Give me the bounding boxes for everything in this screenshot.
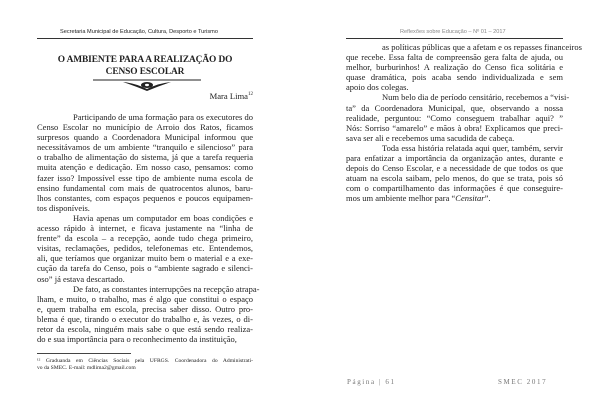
footnote-line: ¹² Graduanda em Ciências Sociais pela UFRGS. Coordenadora do Administrati- bbox=[37, 358, 253, 364]
text-line: Havia apenas um computador em boas condições e bbox=[73, 212, 253, 223]
footnote-ref: 12 bbox=[248, 92, 253, 98]
italic-term: Censitar bbox=[455, 193, 485, 204]
text-line: Nós: Sorriso “amarelo” e mãos à obra! Explicamos que preci- bbox=[346, 122, 563, 133]
running-header: Secretaria Municipal de Educação, Cultura, Desporto e Turismo bbox=[60, 29, 218, 35]
left-body-text bbox=[37, 112, 260, 345]
text-line: Toda essa história relatada aqui quer, também, servir bbox=[382, 142, 563, 153]
text-line: frente” da escola – a recepção, aonde tudo chega primeiro, bbox=[37, 233, 253, 244]
text-line: com o compartilhamento das informações é que conseguire- bbox=[346, 183, 563, 194]
running-header: Reflexões sobre Educação – Nº 01 – 2017 bbox=[400, 29, 506, 35]
text-line: apoio dos colegas. bbox=[346, 82, 409, 93]
text-line bbox=[346, 193, 563, 203]
text-line: ensino fundamental com mais de quatrocentos alunos, baru- bbox=[37, 182, 253, 193]
article-title bbox=[37, 54, 253, 78]
text-line: Censo Escolar no município de Arroio dos Ratos, ficamos bbox=[37, 122, 253, 133]
text-line: que recebe. Essa falta de compreensão gera falta de ajuda, ou bbox=[346, 52, 563, 63]
text-line: Num belo dia de período censitário, recebemos a “visi- bbox=[382, 92, 570, 103]
right-page bbox=[300, 0, 600, 402]
text-line: para enfatizar a importância da organização antes, durante e bbox=[346, 153, 563, 164]
text-line: oso” já estava descartado. bbox=[37, 273, 125, 284]
author bbox=[210, 91, 253, 101]
text-line: as políticas públicas que a afetam e os repasses financeiros bbox=[382, 42, 582, 52]
text-line: cução da tarefa do Censo, pois o “ambiente sagrado e silenci- bbox=[37, 263, 253, 274]
text-line: Participando de uma formação para os executores do bbox=[73, 112, 253, 122]
text-segment: ”. bbox=[484, 193, 491, 204]
header-rule bbox=[37, 38, 253, 39]
text-line: acesso rápido à internet, e ficava justamente na “linha de bbox=[37, 223, 253, 234]
text-line: lham, e muito, o trabalho, mas é algo que constitui o espaço bbox=[37, 293, 253, 304]
text-line: ta” da Coordenadora Municipal, que, observando a nossa bbox=[346, 102, 563, 113]
text-line: o trabalho de alimentação do sistema, já que a tarefa requeria bbox=[37, 152, 253, 163]
right-body-text bbox=[346, 42, 582, 204]
text-line: muita atenção e dedicação. Em nosso caso, pensamos: como bbox=[37, 162, 253, 173]
text-line: ali, que teríamos que organizar muito bem o material e a exe- bbox=[37, 253, 253, 264]
text-line: visitas, reclamações, pedidos, telefonemas etc. Entendemos, bbox=[37, 243, 253, 254]
text-segment: mos um ambiente melhor para “ bbox=[346, 193, 456, 204]
footnote-rule bbox=[37, 353, 131, 354]
text-line: depois do Censo Escolar, e a necessidade de que todos os que bbox=[346, 163, 563, 174]
footnote bbox=[37, 358, 253, 372]
ornament-divider-icon bbox=[93, 78, 201, 92]
title-line: CENSO ESCOLAR bbox=[105, 67, 185, 77]
footnote-line: vo da SMEC. E-mail: mdlima2@gmail.com bbox=[37, 364, 136, 371]
text-line: blema é que, tirando o executor do trabalho e, às vezes, o di- bbox=[37, 313, 253, 324]
text-line: melhor, burburinhos! A realização do Censo fica solitária e bbox=[346, 62, 563, 73]
header-rule bbox=[346, 38, 563, 39]
text-line: lhos constantes, com espaços pequenos e poucos equipamen- bbox=[37, 192, 253, 203]
text-line: surpresos quando a Coordenadora Municipal informou que bbox=[37, 132, 253, 143]
text-line: necessitávamos de um ambiente “tranquilo e silencioso” para bbox=[37, 142, 253, 153]
page-number: Página | 61 bbox=[347, 378, 396, 386]
text-line: do e sua importância para o reconhecimento da instituição, bbox=[37, 334, 237, 345]
text-line: tos disponíveis. bbox=[37, 202, 90, 213]
text-line: atuam na escola saibam, pelo menos, do que se trata, pois só bbox=[346, 173, 563, 184]
text-line: retor da escola, ninguém mais sabe o que está sendo realiza- bbox=[37, 323, 253, 334]
author-name: Mara Lima bbox=[209, 91, 248, 101]
text-line: quase dramática, pois acaba sendo individualizada e sem bbox=[346, 72, 563, 83]
text-line: De fato, as constantes interrupções na recepção atrapa- bbox=[73, 283, 260, 294]
text-line: e, quem trabalha em escola, precisa saber disso. Outro pro- bbox=[37, 303, 253, 314]
text-line: sava ser ali e recebemos uma sacudida de cabeça. bbox=[346, 132, 515, 143]
footer-publication: SMEC 2017 bbox=[498, 378, 548, 386]
text-line: realidade, perguntou: “Como conseguem trabalhar aqui? ” bbox=[346, 112, 563, 123]
text-line: fazer isso? Impossível esse tipo de ambiente numa escola de bbox=[37, 172, 253, 183]
title-line: O AMBIENTE PARA A REALIZAÇÃO DO bbox=[57, 55, 233, 65]
